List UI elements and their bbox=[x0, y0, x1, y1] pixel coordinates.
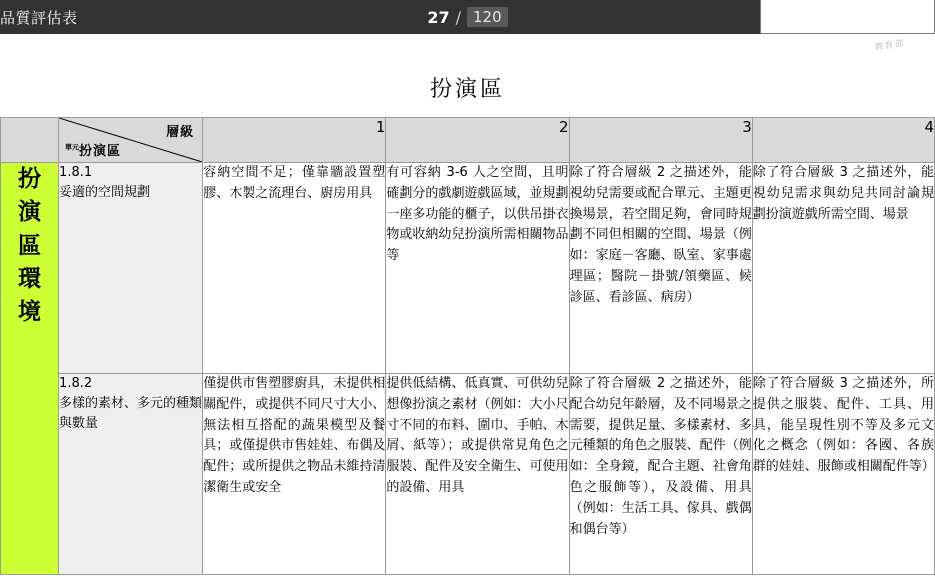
section-band-label bbox=[1, 163, 59, 575]
table-row bbox=[1, 163, 935, 374]
item-label-cell bbox=[59, 163, 203, 374]
criterion-cell-level-2: 提供低結構、低真實、可供幼兒想像扮演之素材（例如：大小尺寸不同的布料、圍巾、手帕、木屑、紙等）；或提供常見角色之服裝、配件及安全衛生、可使用的設備、用具 bbox=[386, 374, 569, 575]
header-area-text: 扮演區 bbox=[79, 144, 122, 159]
item-label-cell bbox=[59, 374, 203, 575]
criterion-cell-level-1: 容納空間不足；僅靠牆設置塑膠、木製之流理台、廚房用具 bbox=[203, 163, 386, 374]
header-level-label: 層級 bbox=[166, 125, 195, 140]
header-corner-blank bbox=[1, 118, 59, 163]
current-page-number[interactable]: 27 bbox=[427, 7, 450, 27]
header-area-sup: 單元 bbox=[65, 143, 80, 152]
criterion-cell-level-4: 除了符合層級 3 之描述外，能視幼兒需求與幼兒共同討論規劃扮演遊戲所需空間、場景 bbox=[752, 163, 934, 374]
criterion-cell-level-4: 除了符合層級 3 之描述外，所提供之服裝、配件、工具、用具，能呈現性別不等及多元文化之概念（例如：各國、各族群的娃娃、服飾或相關配件等） bbox=[752, 374, 934, 575]
page-title: 扮演區 bbox=[429, 77, 505, 102]
header-level-1: 1 bbox=[203, 118, 386, 163]
table-row bbox=[1, 374, 935, 575]
total-page-count: 120 bbox=[467, 7, 508, 27]
header-diagonal-cell bbox=[59, 118, 203, 163]
header-level-2: 2 bbox=[386, 118, 569, 163]
header-level-4: 4 bbox=[752, 118, 934, 163]
table-header-row bbox=[1, 118, 935, 163]
item-name: 多樣的素材、多元的種類與數量 bbox=[59, 396, 203, 432]
criterion-cell-level-3: 除了符合層級 2 之描述外，能視幼兒需要或配合單元、主題更換場景，若空間足夠，會同時規劃不同但相關的空間、場景（例如：家庭－客廳、臥室、家事處理區；醫院－掛號/領藥區、候診區、看診區、病房） bbox=[569, 163, 752, 374]
rubric-table bbox=[0, 117, 935, 575]
criterion-cell-level-2: 有可容納 3-6 人之空間，且明確劃分的戲劇遊戲區域，並規劃一座多功能的櫃子，以供吊掛衣物或收納幼兒扮演所需相關物品等 bbox=[386, 163, 569, 374]
floating-window-panel[interactable] bbox=[760, 0, 935, 34]
criterion-cell-level-1: 僅提供市售塑膠廚具，未提供相關配件，或提供不同尺寸大小、無法相互搭配的蔬果模型及餐具；或僅提供市售娃娃、布偶及配件；或所提供之物品未維持清潔衛生或安全 bbox=[203, 374, 386, 575]
band-char-1: 扮 bbox=[18, 166, 42, 192]
document-body bbox=[0, 34, 935, 575]
seal-stamp: 教育部 bbox=[874, 39, 906, 54]
header-area-label bbox=[65, 140, 121, 159]
page-separator: / bbox=[455, 7, 461, 27]
band-char-4: 環 bbox=[18, 266, 42, 293]
band-char-5: 境 bbox=[18, 299, 42, 326]
header-level-3: 3 bbox=[569, 118, 752, 163]
item-number: 1.8.1 bbox=[59, 165, 93, 180]
document-title-bar: 品質評估表 bbox=[0, 8, 78, 27]
viewer-toolbar bbox=[0, 0, 935, 34]
item-name: 妥適的空間規劃 bbox=[59, 185, 151, 201]
band-char-2: 演 bbox=[18, 199, 42, 226]
band-char-3: 區 bbox=[18, 232, 42, 259]
item-number: 1.8.2 bbox=[59, 376, 93, 391]
criterion-cell-level-3: 除了符合層級 2 之描述外，能配合幼兒年齡層，及不同場景之需要，提供足量、多樣素材、多元種類的角色之服裝、配件（例如：全身鏡，配合主題、社會角色之服飾等），及設備、用具（例如：生活工具、傢具、戲偶和偶台等） bbox=[569, 374, 752, 575]
